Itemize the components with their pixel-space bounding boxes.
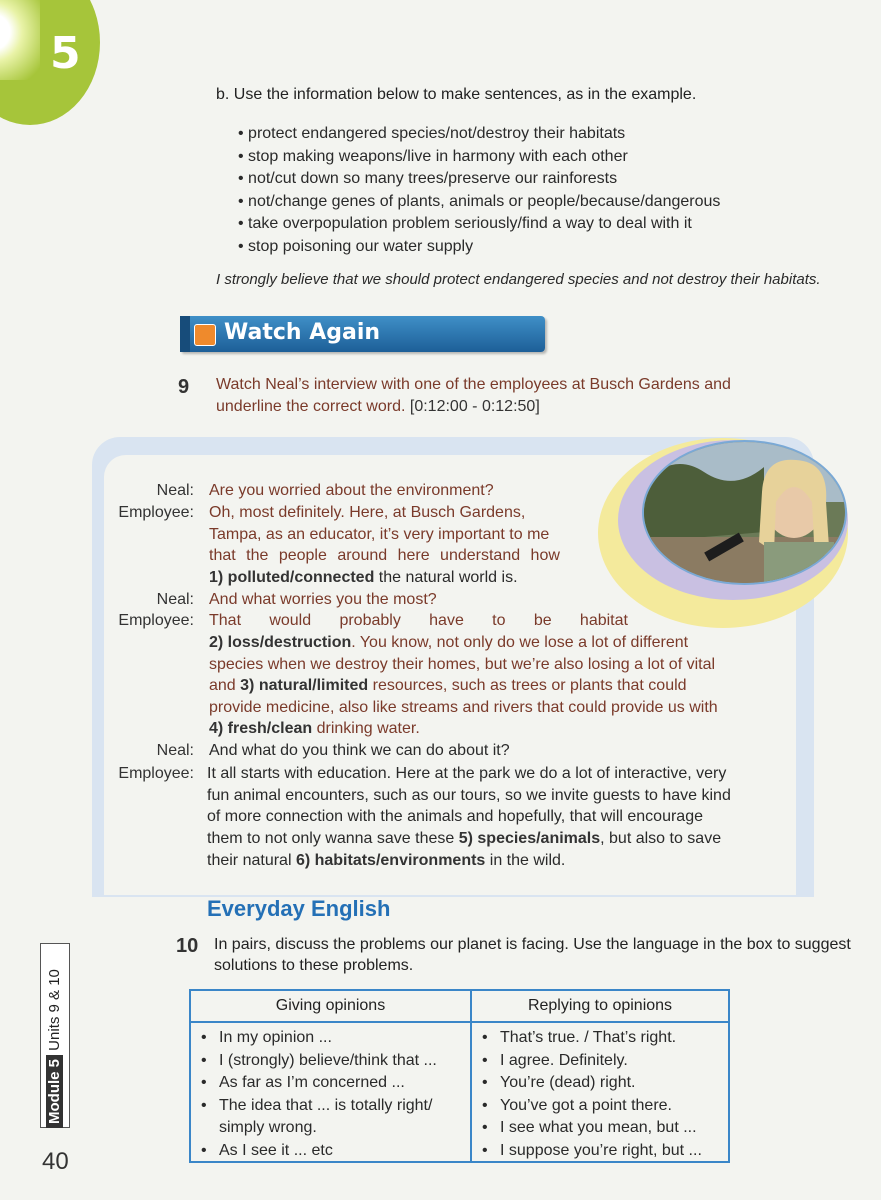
section-b-instruction: b. Use the information below to make sentences, as in the example. [216, 86, 697, 103]
page-number: 40 [42, 1148, 69, 1175]
exercise-9-line-2: underline the correct word. [216, 398, 406, 415]
dialogue-word: have [429, 612, 464, 629]
speaker-neal: Neal: [156, 742, 194, 759]
example-sentence: I strongly believe that we should protect endangered species and not destroy their habitats. [216, 271, 821, 288]
dialogue-text: , but also to save [600, 830, 722, 847]
list-item: • I suppose you’re right, but ... [482, 1140, 728, 1163]
watch-again-title: Watch Again [224, 320, 381, 345]
square-icon [194, 324, 216, 346]
dialogue-line: And what worries you the most? [209, 591, 437, 608]
dialogue-line: species when we destroy their homes, but we’re also losing a lot of vital [209, 656, 716, 673]
exercise-10-instruction: In pairs, discuss the problems our planet is facing. Use the language in the box to suggest solutions to these problems. [214, 936, 851, 974]
speaker-employee: Employee: [118, 504, 194, 521]
side-tab-module: Module 5 [46, 1055, 63, 1128]
list-item: • stop making weapons/live in harmony with each other [238, 146, 720, 169]
speaker-employee: Employee: [118, 765, 194, 782]
list-item: • not/cut down so many trees/preserve our rainforests [238, 168, 720, 191]
phrase-list [472, 1023, 728, 1162]
dialogue-line [209, 632, 688, 654]
speaker-neal: Neal: [156, 591, 194, 608]
dialogue-line [209, 545, 577, 567]
dialogue-word: to [492, 612, 506, 629]
dialogue-text: drinking water. [312, 720, 420, 737]
video-timestamp: [0:12:00 - 0:12:50] [409, 398, 540, 415]
list-item: • I agree. Definitely. [482, 1050, 728, 1073]
phrase-list [191, 1023, 470, 1162]
exercise-10-number: 10 [176, 935, 199, 957]
column-header: Giving opinions [191, 991, 470, 1023]
dialogue-word: be [533, 612, 552, 629]
dialogue-word: habitat [579, 612, 628, 629]
dialogue-word: That [209, 612, 242, 629]
dialogue-text: their natural [207, 852, 296, 869]
list-item: • I (strongly) believe/think that ... [201, 1050, 470, 1073]
exercise-9-number: 9 [178, 376, 190, 398]
answer-choice-1: 1) polluted/connected [209, 569, 375, 586]
dialogue-line: Are you worried about the environment? [209, 482, 494, 499]
giving-opinions-column [191, 991, 472, 1161]
replying-to-opinions-column [472, 991, 728, 1161]
everyday-english-heading: Everyday English [207, 896, 391, 921]
list-item: • That’s true. / That’s right. [482, 1027, 728, 1050]
dialogue-text: . You know, not only do we lose a lot of different [351, 634, 689, 651]
dialogue-line [209, 610, 628, 632]
dialogue-word: probably [339, 612, 401, 629]
dialogue-text: them to not only wanna save these [207, 830, 459, 847]
dialogue-line [209, 567, 518, 589]
list-item: • You’ve got a point there. [482, 1095, 728, 1118]
dialogue-line: It all starts with education. Here at the park we do a lot of interactive, very [207, 765, 727, 782]
answer-choice-5: 5) species/animals [458, 830, 601, 847]
language-box [189, 989, 730, 1163]
answer-choice-2: 2) loss/destruction [209, 634, 352, 651]
side-tab-units: Units 9 & 10 [46, 969, 63, 1051]
answer-choice-3: 3) natural/limited [240, 677, 369, 694]
list-item: • As I see it ... etc [201, 1140, 470, 1163]
dialogue-line: Oh, most definitely. Here, at Busch Gardens, [209, 504, 526, 521]
answer-choice-6: 6) habitats/environments [295, 852, 486, 869]
dialogue-line: fun animal encounters, such as our tours, so we invite guests to have kind [207, 787, 731, 804]
column-header: Replying to opinions [472, 991, 728, 1023]
dialogue-line: Tampa, as an educator, it’s very important to me [209, 526, 550, 543]
list-item: • You’re (dead) right. [482, 1072, 728, 1095]
dialogue-line: provide medicine, also like streams and rivers that could provide us with [209, 699, 718, 716]
speaker-neal: Neal: [156, 482, 194, 499]
answer-choice-4: 4) fresh/clean [209, 720, 313, 737]
dialogue-text: resources, such as trees or plants that could [368, 677, 687, 694]
list-item: • The idea that ... is totally right/ simply wrong. [201, 1095, 470, 1140]
list-item: • As far as I’m concerned ... [201, 1072, 470, 1095]
list-item: • not/change genes of plants, animals or people/because/dangerous [238, 191, 720, 214]
dialogue-line: of more connection with the animals and hopefully, that will encourage [207, 808, 703, 825]
bullet-list [238, 123, 720, 258]
list-item: • protect endangered species/not/destroy their habitats [238, 123, 720, 146]
list-item: • In my opinion ... [201, 1027, 470, 1050]
dialogue-text: and [209, 677, 241, 694]
exercise-9-line-1: Watch Neal’s interview with one of the employees at Busch Gardens and [216, 376, 731, 393]
dialogue-line [209, 718, 420, 740]
side-tab-text [41, 943, 69, 1128]
exercise-9-line-2-wrap [216, 396, 816, 418]
interview-photo-icon [644, 442, 847, 585]
module-side-tab [40, 943, 70, 1128]
watch-again-banner [180, 316, 545, 352]
module-number: 5 [50, 28, 81, 79]
list-item: • I see what you mean, but ... [482, 1117, 728, 1140]
dialogue-text: the natural world is. [374, 569, 518, 586]
banner-edge [180, 316, 190, 352]
exercise-9-instruction [216, 374, 816, 418]
dialogue-line [207, 850, 565, 872]
list-item: • take overpopulation problem seriously/find a way to deal with it [238, 213, 720, 236]
video-still-image [642, 440, 847, 585]
dialogue-line [207, 828, 721, 850]
list-item: • stop poisoning our water supply [238, 236, 720, 259]
dialogue-line [209, 675, 687, 697]
dialogue-line: And what do you think we can do about it? [209, 742, 510, 759]
sunburst-icon [0, 0, 40, 80]
dialogue-text: that the people around here understand how [209, 547, 560, 564]
speaker-employee: Employee: [118, 612, 194, 629]
dialogue-word: would [269, 612, 312, 629]
dialogue-text: in the wild. [485, 852, 566, 869]
